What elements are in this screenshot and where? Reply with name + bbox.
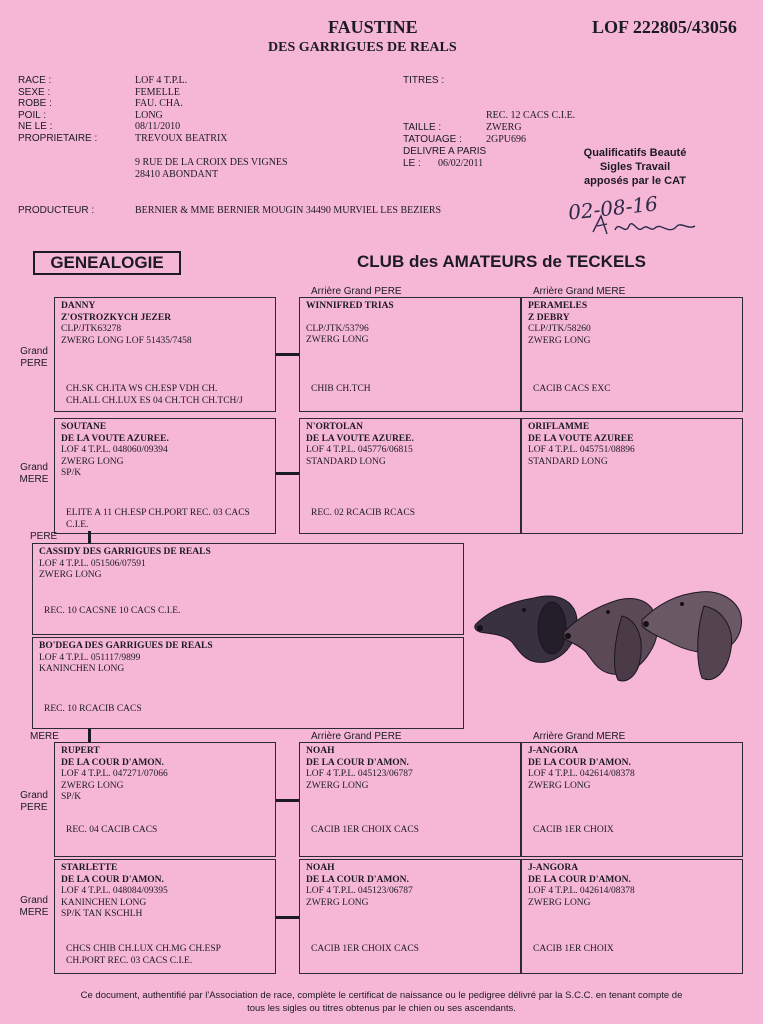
pedigree-box-grand-pere-maternal [54,742,276,857]
dog-name-line: BO'DEGA DES GARRIGUES DE REALS [39,641,213,651]
dog-detail-line: CLP/JTK/58260 [528,324,591,334]
dog-detail-line: ZWERG LONG [306,897,369,908]
dog-name-line: DE LA COUR D'AMON. [306,874,409,885]
stamp-line: Sigles Travail [599,161,671,173]
dog-name-line: DE LA COUR D'AMON. [61,874,164,885]
info-label-proprietaire: PROPRIETAIRE : [18,132,98,144]
dog-detail-line: ZWERG LONG [306,780,369,791]
dog-detail-line: ZWERG LONG LOF 51435/7458 [61,335,192,346]
dog-title-line: CACIB 1ER CHOIX [533,825,614,835]
owner-address-line: 9 RUE DE LA CROIX DES VIGNES [135,157,288,168]
dog-name-line: Z DEBRY [528,312,570,323]
pedigree-box-pere [32,543,464,635]
tatouage-label: TATOUAGE : [403,134,462,145]
col-head-agm-top: Arrière Grand MERE [533,286,626,297]
info-values [135,75,228,144]
pedigree-box-grand-mere-paternal [54,418,276,534]
dog-detail-line: LOF 4 T.P.L. 042614/08378 [528,769,635,779]
producteur-value: BERNIER & MME BERNIER MOUGIN 34490 MURVIEL LES BEZIERS [135,205,442,216]
dog-name-line: CASSIDY DES GARRIGUES DE REALS [39,547,211,557]
pedigree-box-mere [32,637,464,729]
mere-label: MERE [30,731,59,742]
dog-detail-line: SP/K [61,468,82,478]
dog-detail-line: ZWERG LONG [528,897,591,908]
pere-label: PERE [30,531,58,542]
dog-detail-line: CLP/JTK63278 [61,324,122,334]
grand-pere-label-line: PERE [20,802,48,813]
rec-titles: REC. 12 CACS C.I.E. [486,110,576,121]
dog-detail-line: LOF 4 T.P.L. 051506/07591 [39,558,146,569]
stamp-line: apposés par le CAT [584,175,686,187]
dog-name-line: STARLETTE [61,863,118,873]
dog-detail-line: CLP/JTK/53796 [306,323,369,334]
info-value-sexe: FEMELLE [135,86,180,98]
info-value-poil: LONG [135,109,163,121]
le-label: LE : [403,158,421,169]
info-value-race: LOF 4 T.P.L. [135,75,188,86]
dog-title-line: CACIB 1ER CHOIX [533,944,614,954]
dog-title-line: CH.PORT REC. 03 CACS C.I.E. [66,955,193,966]
stamp-line: Qualificatifs Beauté [583,147,687,159]
dog-name-line: DE LA VOUTE AZUREE [528,433,634,444]
dog-detail-line: LOF 4 T.P.L. 045751/08896 [528,445,635,455]
dog-detail-line: ZWERG LONG [61,456,124,467]
footer-line: tous les sigles ou titres obtenus par le chien ou ses ascendants. [247,1003,516,1014]
taille-label: TAILLE : [403,122,442,133]
footer-note [30,989,733,1015]
dog-title-line: CHCS CHIB CH.LUX CH.MG CH.ESP [66,944,221,954]
dog-detail-line: ZWERG LONG [61,780,124,791]
connector-line [276,353,299,356]
info-label-ne-le: NE LE : [18,121,53,132]
dog-detail-line: ZWERG LONG [528,335,591,346]
pedigree-box-grand-pere-paternal [54,297,276,412]
dog-title-line: REC. 10 CACSNE 10 CACS C.I.E. [44,606,181,616]
dog-title-line: REC. 10 RCACIB CACS [44,704,142,714]
dog-title-line: ELITE A 11 CH.ESP CH.PORT REC. 03 CACS [66,508,250,518]
dog-detail-line: SP/K TAN KSCHLH [61,909,143,919]
grand-mere-label-maternal [14,895,54,919]
dog-detail-line: STANDARD LONG [528,456,608,467]
connector-line [88,729,91,743]
grand-mere-label [14,462,54,486]
owner-address-line: 28410 ABONDANT [135,168,219,180]
dog-detail-line: LOF 4 T.P.L. 047271/07066 [61,769,168,779]
info-value-robe: FAU. CHA. [135,98,183,109]
info-labels [18,75,97,144]
dog-title-line: C.I.E. [66,519,89,530]
dog-title-line: CACIB 1ER CHOIX CACS [311,944,419,954]
dog-name-line: J-ANGORA [528,863,579,873]
info-value-proprietaire: TREVOUX BEATRIX [135,132,228,144]
kennel-name: DES GARRIGUES DE REALS [268,40,457,55]
col-head-agp-top: Arrière Grand PERE [311,286,402,297]
dog-name-line: DE LA COUR D'AMON. [528,874,631,885]
dog-detail-line: LOF 4 T.P.L. 051117/9899 [39,652,141,663]
dog-name-line: RUPERT [61,746,100,756]
dog-detail-line: LOF 4 T.P.L. 045123/06787 [306,886,413,896]
dog-detail-line: LOF 4 T.P.L. 048084/09395 [61,886,168,896]
le-value: 06/02/2011 [438,158,484,169]
dog-name-line: DE LA VOUTE AZUREE. [306,433,414,444]
pedigree-box-agm-2 [521,418,743,534]
dog-detail-line: ZWERG LONG [39,570,102,580]
dog-detail-line: LOF 4 T.P.L. 048060/09394 [61,445,168,455]
pedigree-box-grand-mere-maternal [54,859,276,974]
delivre-label: DELIVRE A PARIS [403,146,487,157]
dog-name-line: SOUTANE [61,422,107,432]
dog-title-line: CACIB 1ER CHOIX CACS [311,825,419,835]
pedigree-box-agp-2 [299,418,521,534]
pedigree-box-agm-3 [521,742,743,857]
dog-detail-line: LOF 4 T.P.L. 045776/06815 [306,445,413,455]
dog-name-line: DE LA VOUTE AZUREE. [61,433,169,444]
connector-line [88,531,91,543]
dog-title-line: CHIB CH.TCH [311,384,371,394]
dog-name-line: J-ANGORA [528,746,579,756]
grand-mere-label-line: Grand [20,895,48,906]
club-heading: CLUB des AMATEURS de TECKELS [357,252,647,271]
genealogie-heading: GENEALOGIE [33,251,181,275]
dog-detail-line: KANINCHEN LONG [39,664,125,674]
handwritten-date: 02-08-16 [566,191,659,225]
grand-pere-label-maternal [14,790,54,814]
pedigree-box-agm-4 [521,859,743,974]
cat-stamp [560,146,710,188]
connector-line [276,916,299,919]
dog-detail-line: ZWERG LONG [306,335,369,345]
connector-line [276,472,299,475]
pedigree-box-agm-1 [521,297,743,412]
owner-address [135,157,288,180]
col-head-agp-bottom: Arrière Grand PERE [311,731,402,742]
dog-title-line: REC. 04 CACIB CACS [66,825,158,835]
taille-value: ZWERG [486,122,522,133]
dog-name-line: NOAH [306,746,335,756]
lof-number: LOF 222805/43056 [592,17,737,37]
titres-label: TITRES : [403,75,445,86]
pedigree-box-agp-3 [299,742,521,857]
dog-name: FAUSTINE [328,17,418,37]
grand-pere-label-line: Grand [20,790,48,801]
info-value-ne-le: 08/11/2010 [135,121,181,132]
pedigree-box-agp-1 [299,297,521,412]
dog-name-line: PERAMELES [528,301,588,311]
info-label-race: RACE : [18,75,52,86]
footer-line: Ce document, authentifié par l'Association de race, complète le certificat de naissance ou le pedigree délivré par la S.C.C. en tenant compte de [80,990,683,1001]
dog-name-line: WINNIFRED TRIAS [306,301,394,311]
dog-name-line: DE LA COUR D'AMON. [306,757,409,768]
col-head-agm-bottom: Arrière Grand MERE [533,731,626,742]
dachshund-heads-illustration [472,580,747,690]
dog-detail-line: SP/K [61,792,82,802]
grand-mere-label-line: MERE [19,474,49,485]
dog-title-line: CACIB CACS EXC [533,384,611,394]
dog-title-line: CH.SK CH.ITA WS CH.ESP VDH CH. [66,384,218,394]
pedigree-box-agp-4 [299,859,521,974]
dog-detail-line: KANINCHEN LONG [61,897,147,908]
grand-pere-label-line: Grand [20,346,48,357]
info-label-sexe: SEXE : [18,86,51,98]
signature-scribble [585,212,705,242]
dog-name-line: Z'OSTROZKYCH JEZER [61,312,172,323]
dog-name-line: DE LA COUR D'AMON. [528,757,631,768]
dog-detail-line: STANDARD LONG [306,456,386,467]
grand-pere-label-line: PERE [20,358,48,369]
dog-name-line: DANNY [61,301,96,311]
dog-detail-line: LOF 4 T.P.L. 045123/06787 [306,769,413,779]
dog-name-line: DE LA COUR D'AMON. [61,757,164,768]
producteur-label: PRODUCTEUR : [18,205,95,216]
grand-mere-label-line: Grand [20,462,48,473]
grand-pere-label [14,346,54,370]
grand-mere-label-line: MERE [19,907,49,918]
dog-detail-line: LOF 4 T.P.L. 042614/08378 [528,886,635,896]
dog-name-line: NOAH [306,863,335,873]
dog-title-line: REC. 02 RCACIB RCACS [311,508,415,518]
dog-name-line: N'ORTOLAN [306,422,364,432]
dog-title-line: CH.ALL CH.LUX ES 04 CH.TCH CH.TCH/J [66,395,243,406]
dog-name-line: ORIFLAMME [528,422,590,432]
info-label-poil: POIL : [18,109,46,121]
tatouage-value: 2GPU696 [486,134,527,145]
dog-detail-line: ZWERG LONG [528,780,591,791]
info-label-robe: ROBE : [18,98,52,109]
connector-line [276,799,299,802]
